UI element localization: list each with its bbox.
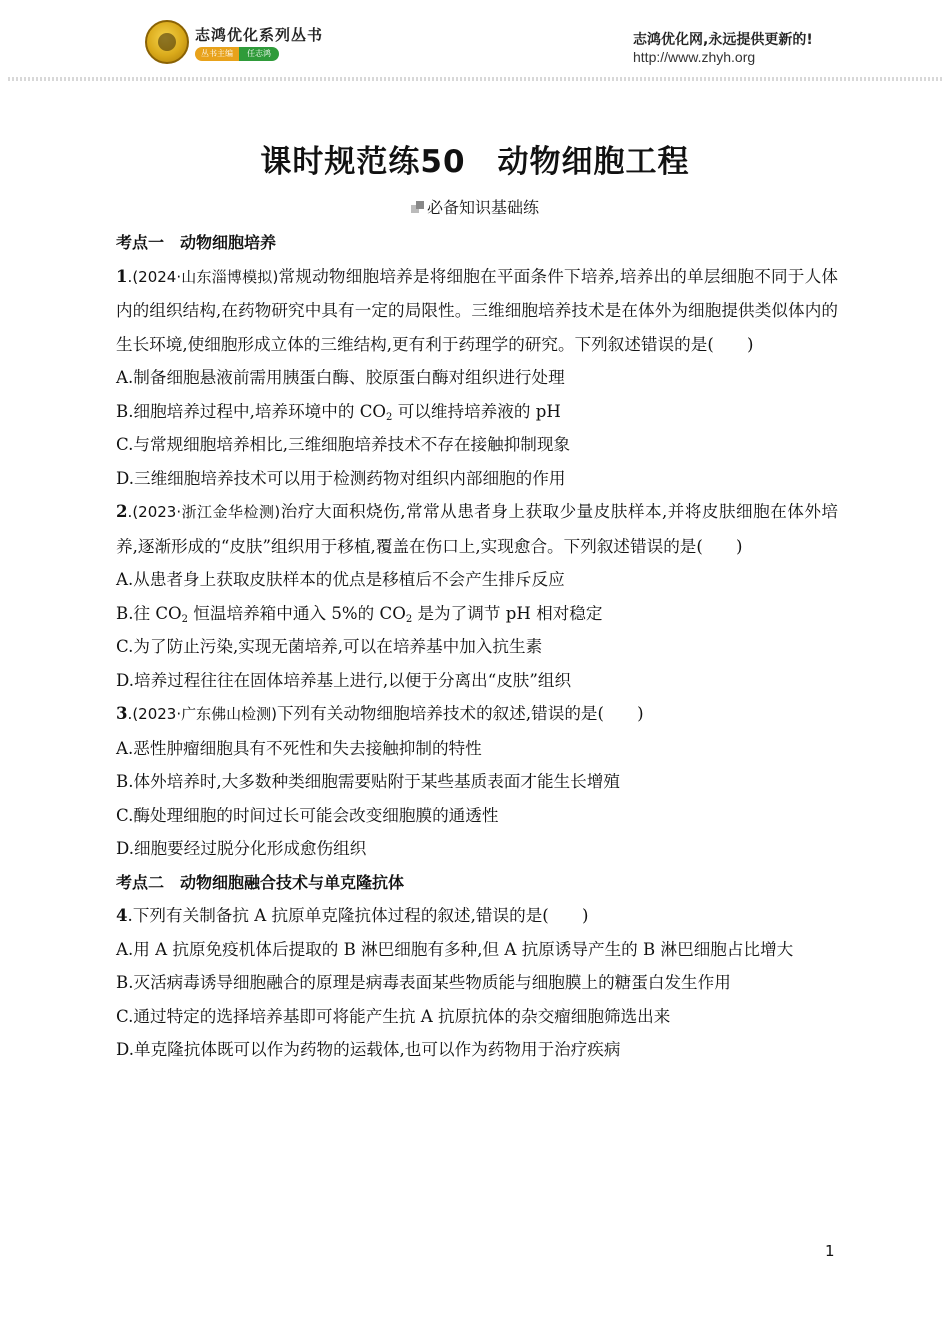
page-title: 课时规范练50 动物细胞工程 — [260, 144, 690, 180]
subscript: 2 — [386, 411, 393, 423]
header-divider — [8, 77, 942, 81]
squares-icon — [411, 201, 424, 214]
editor-name: 任志鸿 — [239, 47, 279, 61]
question-text: 常规动物细胞培养是将细胞在平面条件下培养,培养出的单层细胞不同于人体内的组织结构,在药物研究中具有一定的局限性。三维细胞培养技术是在体外为细胞提供类似体内的生长环境,使细胞形成立体的三维结构,更有利于药理学的研究。下列叙述错误的是( ) — [116, 266, 838, 354]
question-source: .(2024·山东淄博模拟) — [127, 267, 279, 286]
page-header — [0, 0, 950, 80]
question-2-stem — [116, 495, 838, 563]
question-2-option-c: C.为了防止污染,实现无菌培养,可以在培养基中加入抗生素 — [116, 637, 543, 656]
exercise-content — [116, 226, 838, 1067]
question-4-stem — [116, 899, 838, 933]
question-2-option-b — [116, 597, 838, 631]
question-number: 2 — [116, 501, 128, 521]
question-4-option-a: A.用 A 抗原免疫机体后提取的 B 淋巴细胞有多种,但 A 抗原诱导产生的 B 淋巴细胞占比增大 — [116, 939, 794, 959]
site-slogan: 志鸿优化网,永远提供更新的! — [633, 32, 813, 48]
option-text: 恒温培养箱中通入 5%的 CO — [188, 603, 406, 623]
subtitle-text: 必备知识基础练 — [426, 198, 539, 217]
subscript: 2 — [405, 613, 413, 625]
question-3-option-a: A.恶性肿瘤细胞具有不死性和失去接触抑制的特性 — [116, 738, 482, 758]
question-number: 3 — [116, 703, 128, 723]
seal-logo-icon — [145, 20, 189, 64]
question-2-option-d: D.培养过程往往在固体培养基上进行,以便于分离出“皮肤”组织 — [116, 670, 572, 690]
question-1-stem — [116, 260, 838, 362]
editor-badge — [195, 47, 279, 61]
option-text: 是为了调节 pH 相对稳定 — [412, 603, 603, 623]
question-text: 治疗大面积烧伤,常常从患者身上获取少量皮肤样本,并将皮肤细胞在体外培养,逐渐形成的“皮肤”组织用于移植,覆盖在伤口上,实现愈合。下列叙述错误的是( ) — [116, 502, 838, 556]
question-1-option-c: C.与常规细胞培养相比,三维细胞培养技术不存在接触抑制现象 — [116, 435, 571, 454]
series-title: 志鸿优化系列丛书 — [195, 26, 324, 44]
question-2-option-a: A.从患者身上获取皮肤样本的优点是移植后不会产生排斥反应 — [116, 570, 565, 589]
question-source: .(2023·浙江金华检测) — [127, 503, 281, 521]
question-text: 下列有关动物细胞培养技术的叙述,错误的是( ) — [276, 704, 644, 723]
question-3-option-c: C.酶处理细胞的时间过长可能会改变细胞膜的通透性 — [116, 805, 499, 825]
question-1-option-d: D.三维细胞培养技术可以用于检测药物对组织内部细胞的作用 — [116, 468, 566, 488]
question-text: .下列有关制备抗 A 抗原单克隆抗体过程的叙述,错误的是( ) — [127, 906, 589, 925]
question-3-stem — [116, 697, 838, 732]
question-number: 4 — [116, 905, 128, 925]
option-text: B.往 CO — [116, 603, 182, 623]
question-4-option-d: D.单克隆抗体既可以作为药物的运载体,也可以作为药物用于治疗疾病 — [116, 1040, 621, 1059]
option-text: 可以维持培养液的 pH — [392, 401, 561, 421]
question-4-option-c: C.通过特定的选择培养基即可将能产生抗 A 抗原抗体的杂交瘤细胞筛选出来 — [116, 1006, 671, 1026]
question-4-option-b: B.灭活病毒诱导细胞融合的原理是病毒表面某些物质能与细胞膜上的糖蛋白发生作用 — [116, 973, 731, 992]
editor-label: 丛书主编 — [195, 47, 239, 61]
question-source: .(2023·广东佛山检测) — [127, 705, 277, 723]
option-text: B.细胞培养过程中,培养环境中的 CO — [116, 401, 387, 421]
site-url-link[interactable]: http://www.zhyh.org — [633, 49, 756, 65]
question-1-option-a: A.制备细胞悬液前需用胰蛋白酶、胶原蛋白酶对组织进行处理 — [116, 368, 565, 387]
question-1-option-b — [116, 395, 838, 429]
question-3-option-d: D.细胞要经过脱分化形成愈伤组织 — [116, 839, 367, 858]
question-number: 1 — [116, 265, 128, 286]
subtitle — [0, 195, 950, 218]
page-number: 1 — [825, 1242, 835, 1260]
question-3-option-b: B.体外培养时,大多数种类细胞需要贴附于某些基质表面才能生长增殖 — [116, 772, 620, 791]
subscript: 2 — [181, 613, 189, 625]
section-heading-1: 考点一 动物细胞培养 — [116, 233, 277, 252]
section-heading-2: 考点二 动物细胞融合技术与单克隆抗体 — [116, 872, 405, 892]
